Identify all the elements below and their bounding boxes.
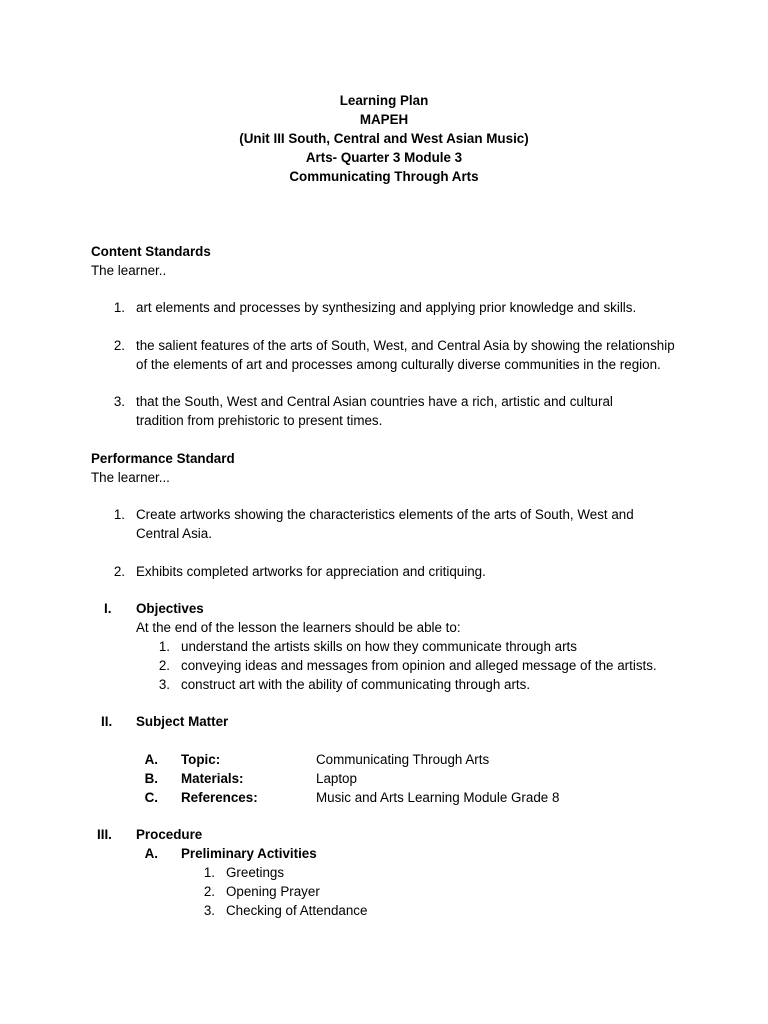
cs-item-1-text: art elements and processes by synthesizing and applying prior knowledge and skills.: [136, 300, 637, 315]
procedure-heading: Procedure: [136, 827, 203, 842]
sm-row-c-letter: C.: [144, 790, 158, 805]
subject-matter-roman: II.: [101, 714, 113, 729]
performance-standard-heading: Performance Standard: [91, 451, 235, 466]
objectives-intro: At the end of the lesson the learners should be able to:: [136, 620, 461, 635]
ps-item-2-text: Exhibits completed artworks for appreciation and critiquing.: [136, 564, 486, 579]
procedure-roman: III.: [97, 827, 112, 842]
proc-item-1-num: 1.: [203, 865, 215, 880]
procedure-sub-letter: A.: [144, 846, 158, 861]
performance-standard-intro: The learner...: [91, 470, 170, 485]
obj-item-3-num: 3.: [158, 677, 170, 692]
obj-item-1-num: 1.: [158, 639, 170, 654]
title-line-5: Communicating Through Arts: [289, 169, 479, 184]
sm-row-a-value: Communicating Through Arts: [316, 752, 490, 767]
cs-item-3-num: 3.: [113, 394, 125, 409]
cs-item-2-text: the salient features of the arts of South, West, and Central Asia by showing the relationship of the elements of art and processes among culturally diverse communities in the region.: [136, 338, 675, 372]
cs-item-1-num: 1.: [113, 300, 125, 315]
title-line-1: Learning Plan: [339, 93, 429, 108]
objectives-heading: Objectives: [136, 601, 204, 616]
sm-row-c-value: Music and Arts Learning Module Grade 8: [316, 790, 560, 805]
proc-item-3-text: Checking of Attendance: [226, 903, 368, 918]
sm-row-b-label: Materials:: [181, 771, 244, 786]
obj-item-2-num: 2.: [158, 658, 170, 673]
title-line-4: Arts- Quarter 3 Module 3: [305, 150, 463, 165]
title-line-2: MAPEH: [359, 112, 409, 127]
sm-row-a-letter: A.: [144, 752, 158, 767]
proc-item-2-text: Opening Prayer: [226, 884, 320, 899]
cs-item-2-num: 2.: [113, 338, 125, 353]
obj-item-3-text: construct art with the ability of communicating through arts.: [181, 677, 531, 692]
sm-row-c-label: References:: [181, 790, 258, 805]
sm-row-b-value: Laptop: [316, 771, 357, 786]
procedure-sub-heading: Preliminary Activities: [181, 846, 317, 861]
proc-item-2-num: 2.: [203, 884, 215, 899]
proc-item-1-text: Greetings: [226, 865, 285, 880]
content-standards-intro: The learner..: [91, 263, 167, 278]
sm-row-a-label: Topic:: [181, 752, 221, 767]
proc-item-3-num: 3.: [203, 903, 215, 918]
obj-item-2-text: conveying ideas and messages from opinion and alleged message of the artists.: [181, 658, 657, 673]
ps-item-1-text: Create artworks showing the characteristics elements of the arts of South, West and Central Asia.: [136, 507, 634, 541]
title-line-3: (Unit III South, Central and West Asian Music): [239, 131, 529, 146]
ps-item-2-num: 2.: [113, 564, 125, 579]
ps-item-1-num: 1.: [113, 507, 125, 522]
objectives-roman: I.: [104, 601, 112, 616]
sm-row-b-letter: B.: [144, 771, 158, 786]
content-standards-heading: Content Standards: [91, 244, 211, 259]
obj-item-1-text: understand the artists skills on how they communicate through arts: [181, 639, 577, 654]
cs-item-3-text: that the South, West and Central Asian countries have a rich, artistic and cultural tradition from prehistoric to present times.: [136, 394, 613, 428]
document-title: [0, 91, 768, 186]
subject-matter-heading: Subject Matter: [136, 714, 229, 729]
